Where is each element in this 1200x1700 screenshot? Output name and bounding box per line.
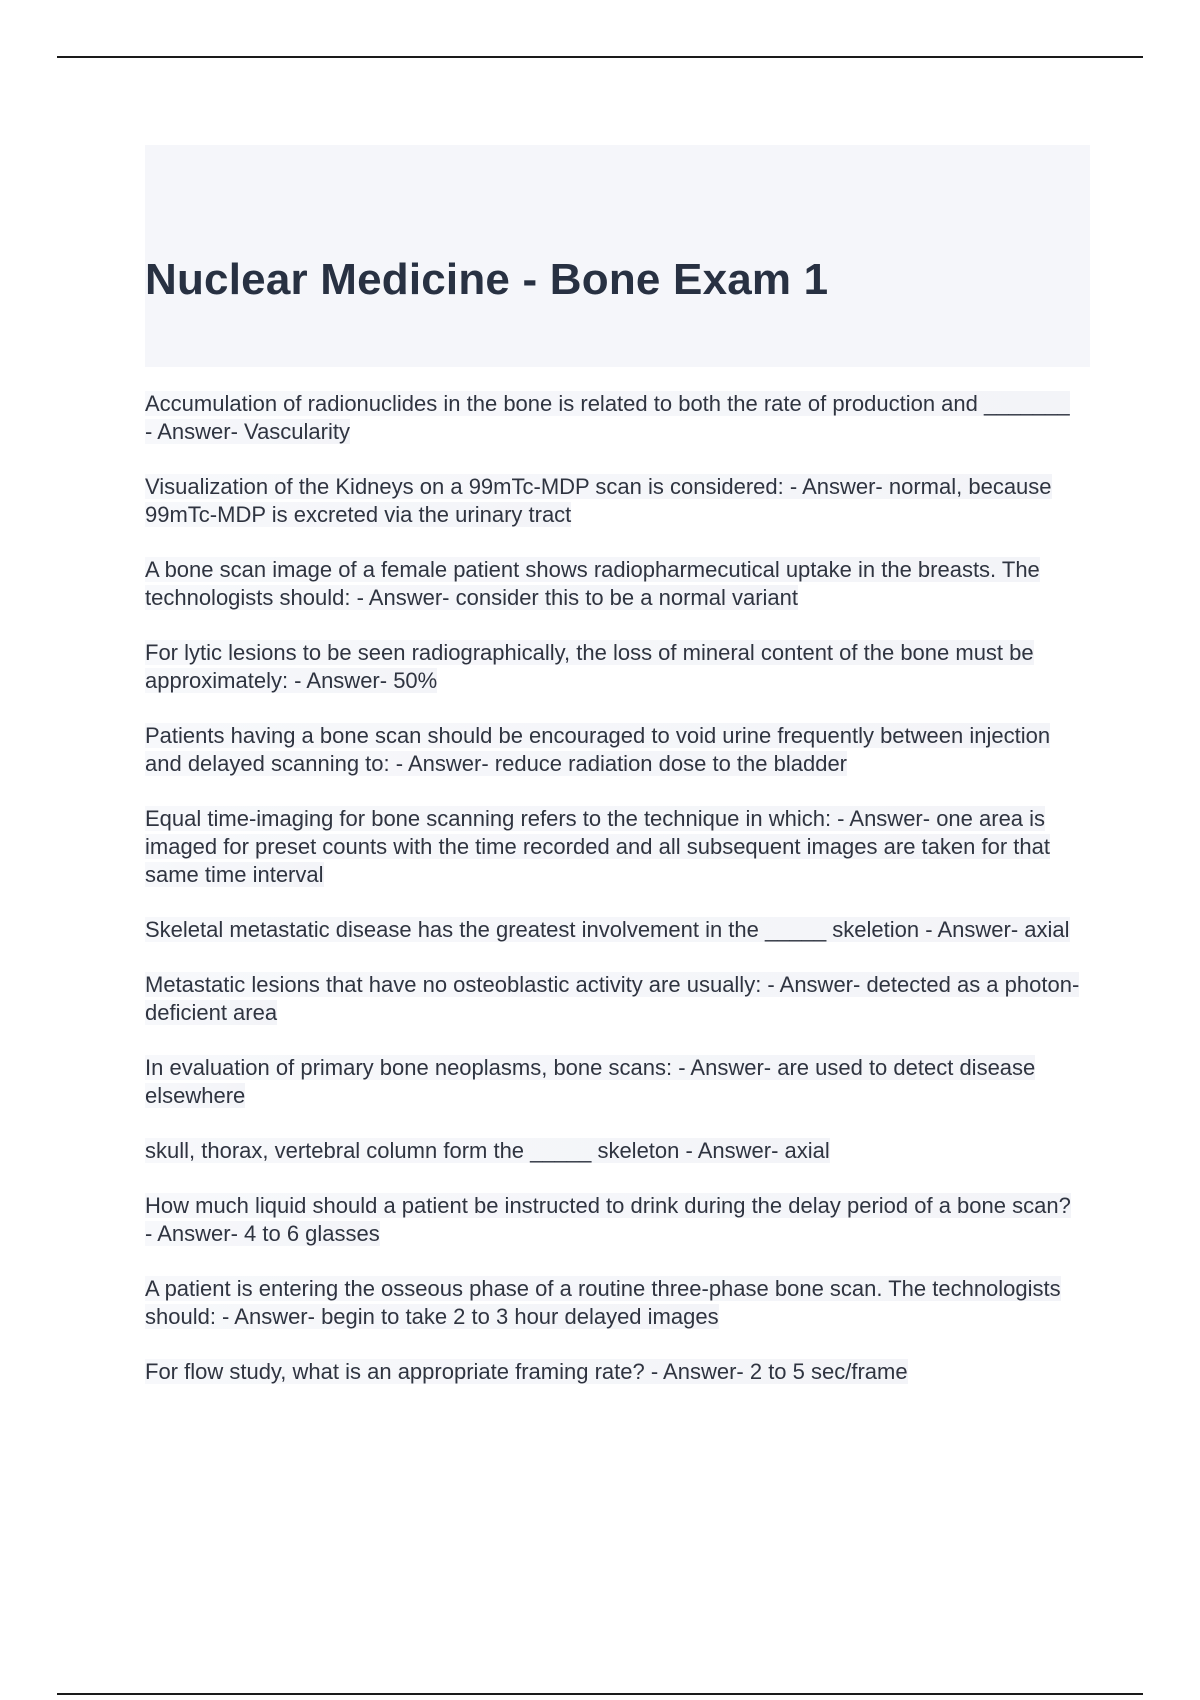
qa-text: skull, thorax, vertebral column form the _____ skeleton - Answer- axial — [145, 1138, 830, 1163]
document-body — [145, 145, 1090, 1413]
qa-item — [145, 473, 1090, 529]
qa-text: How much liquid should a patient be instructed to drink during the delay period of a bone scan? - Answer- 4 to 6 glasses — [145, 1193, 1071, 1246]
qa-text: Accumulation of radionuclides in the bone is related to both the rate of production and _______ - Answer- Vascularity — [145, 391, 1070, 444]
qa-item — [145, 1192, 1090, 1248]
qa-text: Patients having a bone scan should be encouraged to void urine frequently between injection and delayed scanning to: - Answer- reduce radiation dose to the bladder — [145, 723, 1051, 776]
qa-item — [145, 1137, 1090, 1165]
bottom-rule — [57, 1693, 1143, 1695]
qa-text: In evaluation of primary bone neoplasms, bone scans: - Answer- are used to detect disease elsewhere — [145, 1055, 1036, 1108]
qa-item — [145, 916, 1090, 944]
title-banner — [145, 145, 1090, 367]
qa-text: A patient is entering the osseous phase of a routine three-phase bone scan. The technologists should: - Answer- begin to take 2 to 3 hour delayed images — [145, 1276, 1061, 1329]
qa-item — [145, 805, 1090, 889]
qa-text: Visualization of the Kidneys on a 99mTc-MDP scan is considered: - Answer- normal, because 99mTc-MDP is excreted via the urinary tract — [145, 474, 1052, 527]
qa-text: Equal time-imaging for bone scanning refers to the technique in which: - Answer- one area is imaged for preset counts with the time recorded and all subsequent images are taken for that same time interval — [145, 806, 1050, 887]
qa-text: Skeletal metastatic disease has the greatest involvement in the _____ skeletion - Answer- axial — [145, 917, 1070, 942]
qa-item — [145, 1054, 1090, 1110]
qa-item — [145, 639, 1090, 695]
page-title: Nuclear Medicine - Bone Exam 1 — [145, 255, 829, 304]
qa-text: Metastatic lesions that have no osteoblastic activity are usually: - Answer- detected as a photon-deficient area — [145, 972, 1080, 1025]
qa-text: For lytic lesions to be seen radiographically, the loss of mineral content of the bone must be approximately: - Answer- 50% — [145, 640, 1034, 693]
qa-item — [145, 1275, 1090, 1331]
qa-item — [145, 971, 1090, 1027]
qa-item — [145, 1358, 1090, 1386]
qa-item — [145, 556, 1090, 612]
question-list — [145, 390, 1090, 1386]
qa-text: A bone scan image of a female patient shows radiopharmecutical uptake in the breasts. The technologists should: - Answer- consider this to be a normal variant — [145, 557, 1040, 610]
top-rule — [57, 56, 1143, 58]
qa-item — [145, 390, 1090, 446]
qa-item — [145, 722, 1090, 778]
qa-text: For flow study, what is an appropriate framing rate? - Answer- 2 to 5 sec/frame — [145, 1359, 908, 1384]
